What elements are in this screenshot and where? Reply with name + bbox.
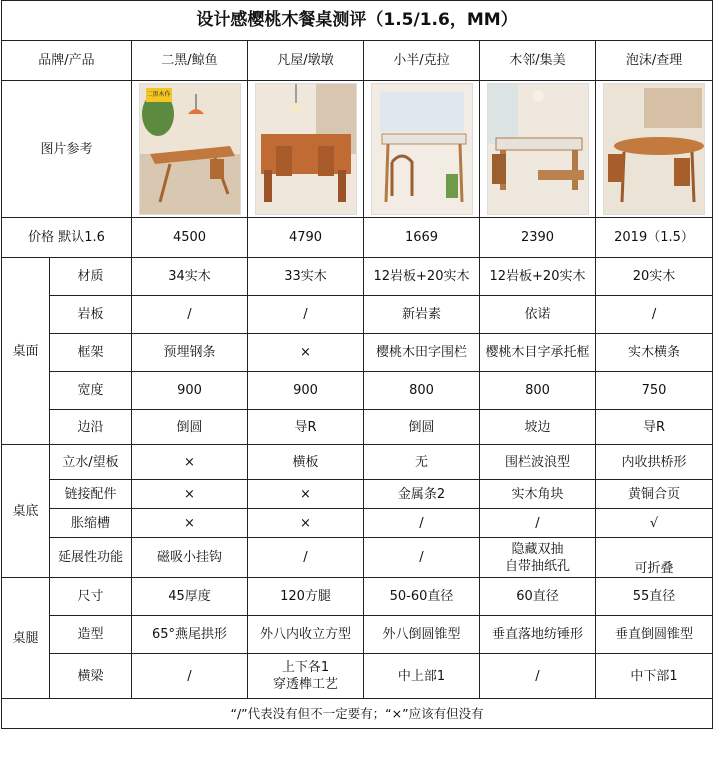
group-label: 桌腿	[2, 578, 50, 699]
table-row	[2, 538, 713, 578]
product-name: 木邻/集美	[480, 41, 596, 81]
cell: 800	[480, 372, 596, 410]
price-row	[2, 218, 713, 258]
cell: 内收拱桥形	[596, 445, 713, 480]
cell: /	[132, 654, 248, 699]
table-row	[2, 410, 713, 445]
cell: 金属条2	[364, 480, 480, 509]
price-value: 4500	[132, 218, 248, 258]
cell: 33实木	[248, 258, 364, 296]
row-label: 立水/望板	[50, 445, 132, 480]
cell: 20实木	[596, 258, 713, 296]
cell: 800	[364, 372, 480, 410]
cell: ×	[132, 480, 248, 509]
cell: ×	[132, 509, 248, 538]
row-label: 胀缩槽	[50, 509, 132, 538]
cell: 900	[132, 372, 248, 410]
cell: √	[596, 509, 713, 538]
cell: /	[132, 296, 248, 334]
cell: /	[364, 538, 480, 578]
row-label: 材质	[50, 258, 132, 296]
group-label: 桌面	[2, 258, 50, 445]
cell: 55直径	[596, 578, 713, 616]
dining-table-photo	[371, 83, 473, 215]
product-name: 泡沫/查理	[596, 41, 713, 81]
cell: 120方腿	[248, 578, 364, 616]
cell: 实木横条	[596, 334, 713, 372]
product-name: 小半/克拉	[364, 41, 480, 81]
dining-table-photo	[487, 83, 589, 215]
cell: /	[596, 296, 713, 334]
row-label: 横梁	[50, 654, 132, 699]
cell: 60直径	[480, 578, 596, 616]
price-label: 价格 默认1.6	[2, 218, 132, 258]
price-value: 2019（1.5）	[596, 218, 713, 258]
price-value: 2390	[480, 218, 596, 258]
cell: 横板	[248, 445, 364, 480]
cell: 围栏波浪型	[480, 445, 596, 480]
cell: 预埋钢条	[132, 334, 248, 372]
table-row	[2, 296, 713, 334]
cell: 黄铜合页	[596, 480, 713, 509]
cell: 樱桃木田字围栏	[364, 334, 480, 372]
cell: 外八内收立方型	[248, 616, 364, 654]
footer-note: “/”代表没有但不一定要有；“×”应该有但没有	[2, 699, 713, 729]
cell: 上下各1 穿透榫工艺	[248, 654, 364, 699]
cell: 34实木	[132, 258, 248, 296]
cell: ×	[132, 445, 248, 480]
price-value: 4790	[248, 218, 364, 258]
picture-label: 图片参考	[2, 81, 132, 218]
dining-table-photo	[255, 83, 357, 215]
cell: /	[364, 509, 480, 538]
cell: 导R	[596, 410, 713, 445]
cell: 45厚度	[132, 578, 248, 616]
group-label: 桌底	[2, 445, 50, 578]
table-row	[2, 445, 713, 480]
table-row	[2, 578, 713, 616]
cell: /	[248, 296, 364, 334]
table-row	[2, 372, 713, 410]
cell: 50-60直径	[364, 578, 480, 616]
row-label: 边沿	[50, 410, 132, 445]
table-row	[2, 258, 713, 296]
cell: 12岩板+20实木	[480, 258, 596, 296]
cell: 导R	[248, 410, 364, 445]
cell: 倒圆	[132, 410, 248, 445]
row-label: 造型	[50, 616, 132, 654]
row-label: 链接配件	[50, 480, 132, 509]
cell: 倒圆	[364, 410, 480, 445]
cell: 750	[596, 372, 713, 410]
row-label: 框架	[50, 334, 132, 372]
cell: 12岩板+20实木	[364, 258, 480, 296]
cell: ×	[248, 509, 364, 538]
product-name: 二黑/鲸鱼	[132, 41, 248, 81]
cell: 65°燕尾拱形	[132, 616, 248, 654]
cell: /	[248, 538, 364, 578]
cell: 外八倒圆锥型	[364, 616, 480, 654]
row-label: 宽度	[50, 372, 132, 410]
dining-table-photo	[139, 83, 241, 215]
cell: 隐藏双抽 自带抽纸孔	[480, 538, 596, 578]
cell: 中下部1	[596, 654, 713, 699]
row-label: 尺寸	[50, 578, 132, 616]
table-row	[2, 616, 713, 654]
table-row	[2, 654, 713, 699]
row-label: 岩板	[50, 296, 132, 334]
cell: 垂直落地纺锤形	[480, 616, 596, 654]
page-title: 设计感樱桃木餐桌测评（1.5/1.6，MM）	[2, 1, 713, 41]
cell: 磁吸小挂钩	[132, 538, 248, 578]
table-row	[2, 509, 713, 538]
cell: 垂直倒圆锥型	[596, 616, 713, 654]
cell: 新岩素	[364, 296, 480, 334]
price-value: 1669	[364, 218, 480, 258]
cell: 可折叠	[596, 538, 713, 578]
header-label: 品牌/产品	[2, 41, 132, 81]
header-row	[2, 41, 713, 81]
cell: 中上部1	[364, 654, 480, 699]
row-label: 延展性功能	[50, 538, 132, 578]
cell: 依诺	[480, 296, 596, 334]
cell: 樱桃木目字承托框	[480, 334, 596, 372]
comparison-table	[1, 0, 713, 729]
cell: 900	[248, 372, 364, 410]
cell: 实木角块	[480, 480, 596, 509]
product-name: 凡屋/墩墩	[248, 41, 364, 81]
cell: 坡边	[480, 410, 596, 445]
picture-row	[2, 81, 713, 218]
brand-tag: 二黑木作	[146, 88, 172, 102]
dining-table-photo	[603, 83, 705, 215]
cell: 无	[364, 445, 480, 480]
table-row	[2, 334, 713, 372]
table-row	[2, 480, 713, 509]
cell: /	[480, 509, 596, 538]
cell: ×	[248, 334, 364, 372]
cell: /	[480, 654, 596, 699]
cell: ×	[248, 480, 364, 509]
